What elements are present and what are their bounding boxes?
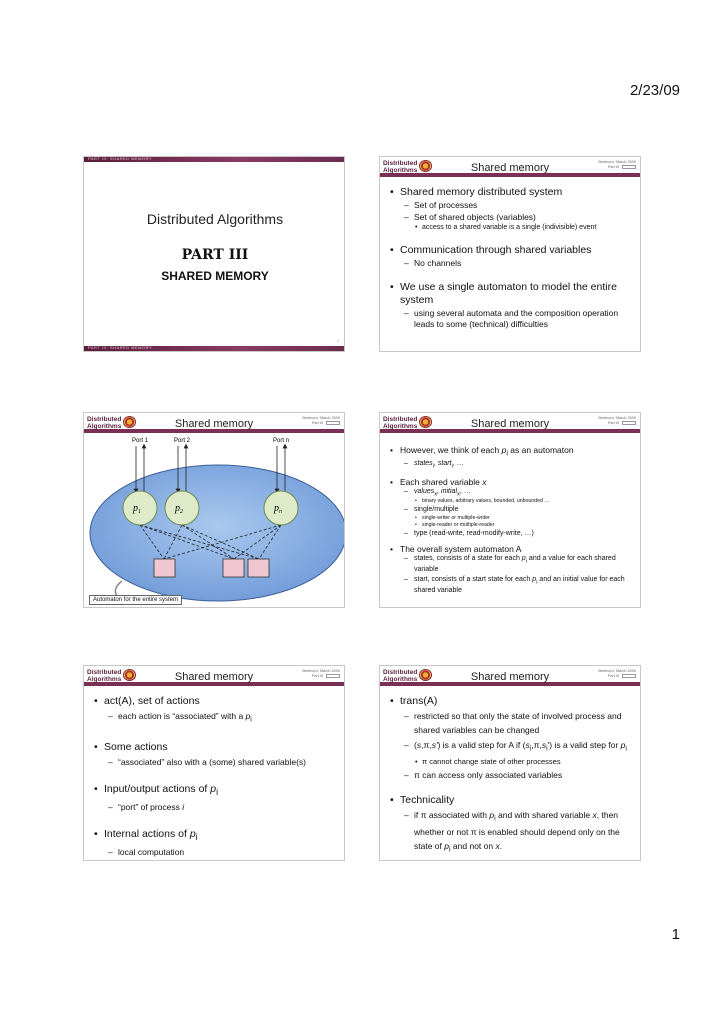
slide-header bbox=[380, 666, 640, 686]
sub-bullet: – states$_i$, start$_i$, … bbox=[390, 460, 634, 471]
sub-sub-bullet: • access to a shared variable is a single (indivisible) event bbox=[390, 223, 634, 232]
port-1-label: Port 1 bbox=[131, 438, 149, 444]
slide-title: Shared memory bbox=[174, 418, 254, 430]
slide-top-band: PART III: SHARED MEMORY bbox=[84, 157, 344, 162]
bullet: • Some actions bbox=[94, 741, 338, 754]
header-meta: Bertinoro, March 2009 Part III bbox=[302, 416, 340, 425]
nav-icon bbox=[326, 421, 340, 425]
shared-variable bbox=[154, 559, 175, 577]
process-pn bbox=[264, 491, 298, 525]
bullet: • Internal actions of $p_i$ bbox=[94, 828, 338, 844]
sub-bullet: – using several automata and the composition operation leads to some (technical) difficulties bbox=[390, 308, 634, 330]
sub-sub-bullet: • single-reader or multiple-reader bbox=[390, 522, 634, 529]
slide-content bbox=[390, 186, 634, 330]
bullet: • However, we think of each $p_i$ as an automaton bbox=[390, 445, 634, 459]
slide-title: Shared memory bbox=[470, 671, 550, 683]
logo: Distributed Algorithms bbox=[383, 669, 418, 683]
page-date: 2/23/09 bbox=[629, 82, 680, 99]
system-ellipse bbox=[90, 465, 345, 601]
slide-3 bbox=[83, 412, 345, 608]
header-meta: Bertinoro, March 2009 Part III bbox=[598, 160, 636, 169]
shared-variable bbox=[223, 559, 244, 577]
logo: Distributed Algorithms bbox=[383, 416, 418, 430]
process-p2 bbox=[165, 491, 199, 525]
slide-content bbox=[94, 695, 338, 859]
sub-bullet: – start, consists of a start state for each $p_i$ and an initial value for each shared variable bbox=[390, 576, 634, 595]
sub-bullet: – “port” of process i bbox=[94, 800, 338, 814]
slide-content bbox=[390, 695, 634, 857]
slide-header bbox=[84, 413, 344, 433]
sub-bullet: – No channels bbox=[390, 258, 634, 269]
slide-title: Shared memory bbox=[470, 162, 550, 174]
bullet: • Each shared variable x bbox=[390, 477, 634, 487]
part-label: PART III bbox=[181, 247, 249, 263]
bullet: • The overall system automaton A bbox=[390, 544, 634, 554]
sub-sub-bullet: • π cannot change state of other processes bbox=[390, 756, 634, 767]
sub-bullet: – restricted so that only the state of involved process and shared variables can be changed bbox=[390, 709, 634, 737]
sub-bullet: – each action is “associated” with a $p_i$ bbox=[94, 709, 338, 727]
nav-icon bbox=[326, 674, 340, 678]
bullet: • trans(A) bbox=[390, 695, 634, 708]
sub-bullet: – “associated” also with a (some) shared variable(s) bbox=[94, 755, 338, 769]
slide-title: Distributed Algorithms bbox=[146, 211, 284, 227]
sub-bullet: – Set of shared objects (variables) bbox=[390, 212, 634, 223]
bullet: • We use a single automaton to model the entire system bbox=[390, 281, 634, 307]
bullet: • Technicality bbox=[390, 794, 634, 807]
sub-bullet: – type (read-write, read-modify-write, …) bbox=[390, 530, 634, 539]
slide-6 bbox=[379, 665, 641, 861]
sub-bullet: – local computation bbox=[94, 845, 338, 859]
sub-bullet: – single/multiple bbox=[390, 506, 634, 515]
logo: Distributed Algorithms bbox=[87, 669, 122, 683]
svg-text:p2: $p_2$ bbox=[175, 503, 183, 515]
sub-bullet: – if π associated with $p_i$ and with shared variable x, then whether or not π is enabled should depend only on the state of $p_i$ and not on x. bbox=[390, 808, 634, 857]
port-n-label: Port n bbox=[272, 438, 290, 444]
slide-subtitle: SHARED MEMORY bbox=[161, 269, 269, 283]
bullet: • Shared memory distributed system bbox=[390, 186, 634, 199]
sub-sub-bullet: • single-writer or multiple-writer bbox=[390, 515, 634, 522]
sub-bullet: – π can access only associated variables bbox=[390, 768, 634, 782]
logo: Distributed Algorithms bbox=[383, 160, 418, 174]
process-p1 bbox=[123, 491, 157, 525]
slide-number: 1 bbox=[336, 338, 339, 343]
slide-header bbox=[380, 157, 640, 177]
bullet: • Communication through shared variables bbox=[390, 244, 634, 257]
slide-4 bbox=[379, 412, 641, 608]
shared-variable bbox=[248, 559, 269, 577]
slide-header bbox=[380, 413, 640, 433]
slide-content bbox=[390, 439, 634, 595]
system-diagram bbox=[84, 433, 345, 608]
slide-header bbox=[84, 666, 344, 686]
svg-text:pn: $p_n$ bbox=[274, 503, 282, 515]
slide-5 bbox=[83, 665, 345, 861]
slide-title: Shared memory bbox=[174, 671, 254, 683]
sub-bullet: – values$_x$, initial$_x$, … bbox=[390, 488, 634, 499]
diagram-caption: Automaton for the entire system bbox=[89, 595, 182, 605]
svg-text:p1: $p_1$ bbox=[133, 503, 141, 515]
nav-icon bbox=[622, 165, 636, 169]
logo: Distributed Algorithms bbox=[87, 416, 122, 430]
sub-bullet: – Set of processes bbox=[390, 200, 634, 211]
sub-sub-bullet: • binary values, arbitrary values, bounded, unbounded … bbox=[390, 498, 634, 505]
sub-bullet: – (s,π,s') is a valid step for A if $(s_i,\pi,s_i')$ is a valid step for $p_i$ bbox=[390, 738, 634, 756]
slide-2 bbox=[379, 156, 641, 352]
page-number: 1 bbox=[671, 926, 680, 943]
slide-bottom-band: PART III: SHARED MEMORY bbox=[84, 346, 344, 351]
bullet: • Input/output actions of $p_i$ bbox=[94, 783, 338, 799]
header-meta: Bertinoro, March 2009 Part III bbox=[598, 669, 636, 678]
nav-icon bbox=[622, 674, 636, 678]
nav-icon bbox=[622, 421, 636, 425]
header-meta: Bertinoro, March 2009 Part III bbox=[598, 416, 636, 425]
slide-1 bbox=[83, 156, 345, 352]
slide-title: Shared memory bbox=[470, 418, 550, 430]
bullet: • act(A), set of actions bbox=[94, 695, 338, 708]
port-2-label: Port 2 bbox=[173, 438, 191, 444]
header-meta: Bertinoro, March 2009 Part III bbox=[302, 669, 340, 678]
sub-bullet: – states, consists of a state for each $p_i$ and a value for each shared variable bbox=[390, 555, 634, 574]
